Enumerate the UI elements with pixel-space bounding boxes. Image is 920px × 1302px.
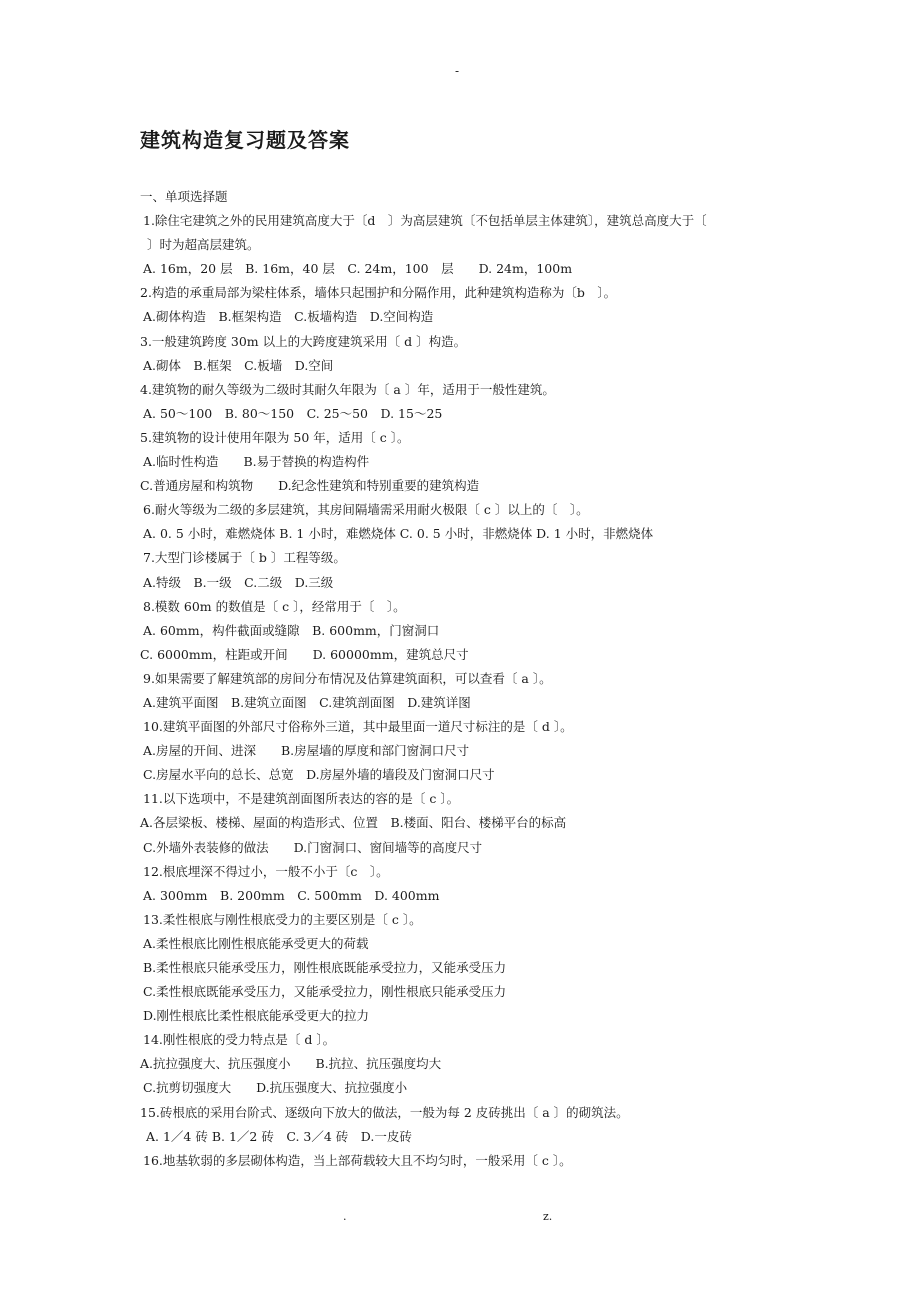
- answer-options: C.房屋水平向的总长、总宽 D.房屋外墙的墙段及门窗洞口尺寸: [143, 767, 495, 783]
- question-text: 4.建筑物的耐久等级为二级时其耐久年限为〔 a 〕年，适用于一般性建筑。: [140, 381, 555, 397]
- section-heading: 一、单项选择题: [140, 189, 228, 204]
- answer-options: C.柔性根底既能承受压力，又能承受拉力，刚性根底只能承受压力: [143, 984, 507, 1000]
- answer-options: C.普通房屋和构筑物 D.纪念性建筑和特别重要的建筑构造: [140, 478, 480, 494]
- answer-options: A. 300mm B. 200mm C. 500mm D. 400mm: [143, 887, 440, 903]
- question-text: 5.建筑物的设计使用年限为 50 年，适用〔 c 〕。: [140, 429, 410, 445]
- answer-options: A.建筑平面图 B.建筑立面图 C.建筑剖面图 D.建筑详图: [143, 694, 471, 710]
- question-text: 16.地基软弱的多层砌体构造，当上部荷载较大且不均匀时，一般采用〔 c 〕。: [143, 1152, 572, 1168]
- question-text: 8.模数 60m 的数值是〔 c 〕，经常用于〔 〕。: [143, 598, 406, 614]
- answer-options: A.柔性根底比刚性根底能承受更大的荷载: [143, 935, 369, 951]
- answer-options: A. 1／4 砖 B. 1／2 砖 C. 3／4 砖 D.一皮砖: [146, 1128, 412, 1144]
- answer-options: B.柔性根底只能承受压力，刚性根底既能承受拉力，又能承受压力: [143, 960, 507, 975]
- question-list: [0, 185, 920, 1173]
- answer-options: A.砌体 B.框架 C.板墙 D.空间: [143, 357, 334, 373]
- answer-options: A. 0. 5 小时，难燃烧体 B. 1 小时，难燃烧体 C. 0. 5 小时，非燃烧体 D. 1 小时，非燃烧体: [143, 526, 654, 542]
- question-text: 15.砖根底的采用台阶式、逐级向下放大的做法，一般为每 2 皮砖挑出〔 a 〕的砌筑法。: [140, 1104, 629, 1120]
- answer-options: C. 6000mm，柱距或开间 D. 60000mm，建筑总尺寸: [140, 646, 469, 662]
- question-text: 3.一般建筑跨度 30m 以上的大跨度建筑采用〔 d 〕构造。: [140, 333, 467, 349]
- answer-options: A.房屋的开间、进深 B.房屋墙的厚度和部门窗洞口尺寸: [143, 743, 470, 759]
- page-footer-left: .: [343, 1210, 347, 1223]
- page-header-mark: -: [455, 64, 460, 78]
- answer-options: C.外墙外表装修的做法 D.门窗洞口、窗间墙等的高度尺寸: [143, 839, 483, 855]
- question-text: 〕时为超高层建筑。: [147, 237, 260, 253]
- question-text: 9.如果需要了解建筑部的房间分布情况及估算建筑面积，可以查看〔 a 〕。: [143, 670, 552, 686]
- answer-options: A. 60mm，构件截面或缝隙 B. 600mm，门窗洞口: [143, 622, 440, 638]
- document-title: 建筑构造复习题及答案: [140, 128, 350, 152]
- question-text: 11.以下选项中，不是建筑剖面图所表达的容的是〔 c 〕。: [143, 791, 460, 807]
- question-text: 14.刚性根底的受力特点是〔 d 〕。: [143, 1032, 336, 1048]
- answer-options: C.抗剪切强度大 D.抗压强度大、抗拉强度小: [143, 1080, 408, 1096]
- answer-options: D.刚性根底比柔性根底能承受更大的拉力: [143, 1008, 370, 1024]
- question-text: 7.大型门诊楼属于〔 b 〕工程等级。: [143, 550, 346, 566]
- answer-options: A.临时性构造 B.易于替换的构造构件: [143, 454, 370, 470]
- question-text: 2.构造的承重局部为梁柱体系，墙体只起围护和分隔作用，此种建筑构造称为〔b 〕。: [140, 285, 617, 301]
- question-text: 1.除住宅建筑之外的民用建筑高度大于〔d 〕为高层建筑〔不包括单层主体建筑〕，建筑总高度大于〔: [143, 213, 707, 229]
- answer-options: A.特级 B.一级 C.二级 D.三级: [143, 574, 334, 590]
- answer-options: A. 50～100 B. 80～150 C. 25～50 D. 15～25: [143, 405, 443, 421]
- page-footer-right: z.: [543, 1210, 553, 1223]
- answer-options: A.抗拉强度大、抗压强度小 B.抗拉、抗压强度均大: [140, 1056, 442, 1072]
- question-text: 10.建筑平面图的外部尺寸俗称外三道，其中最里面一道尺寸标注的是〔 d 〕。: [143, 719, 573, 735]
- question-text: 6.耐火等级为二级的多层建筑，其房间隔墙需采用耐火极限〔 c 〕以上的〔 〕。: [143, 502, 589, 518]
- question-text: 12.根底埋深不得过小，一般不小于〔c 〕。: [143, 863, 389, 879]
- answer-options: A. 16m，20 层 B. 16m，40 层 C. 24m，100 层 D. 24m，100m: [143, 261, 573, 277]
- answer-options: A.砌体构造 B.框架构造 C.板墙构造 D.空间构造: [143, 309, 434, 325]
- question-text: 13.柔性根底与刚性根底受力的主要区别是〔 c 〕。: [143, 911, 422, 927]
- answer-options: A.各层梁板、楼梯、屋面的构造形式、位置 B.楼面、阳台、楼梯平台的标高: [140, 815, 567, 831]
